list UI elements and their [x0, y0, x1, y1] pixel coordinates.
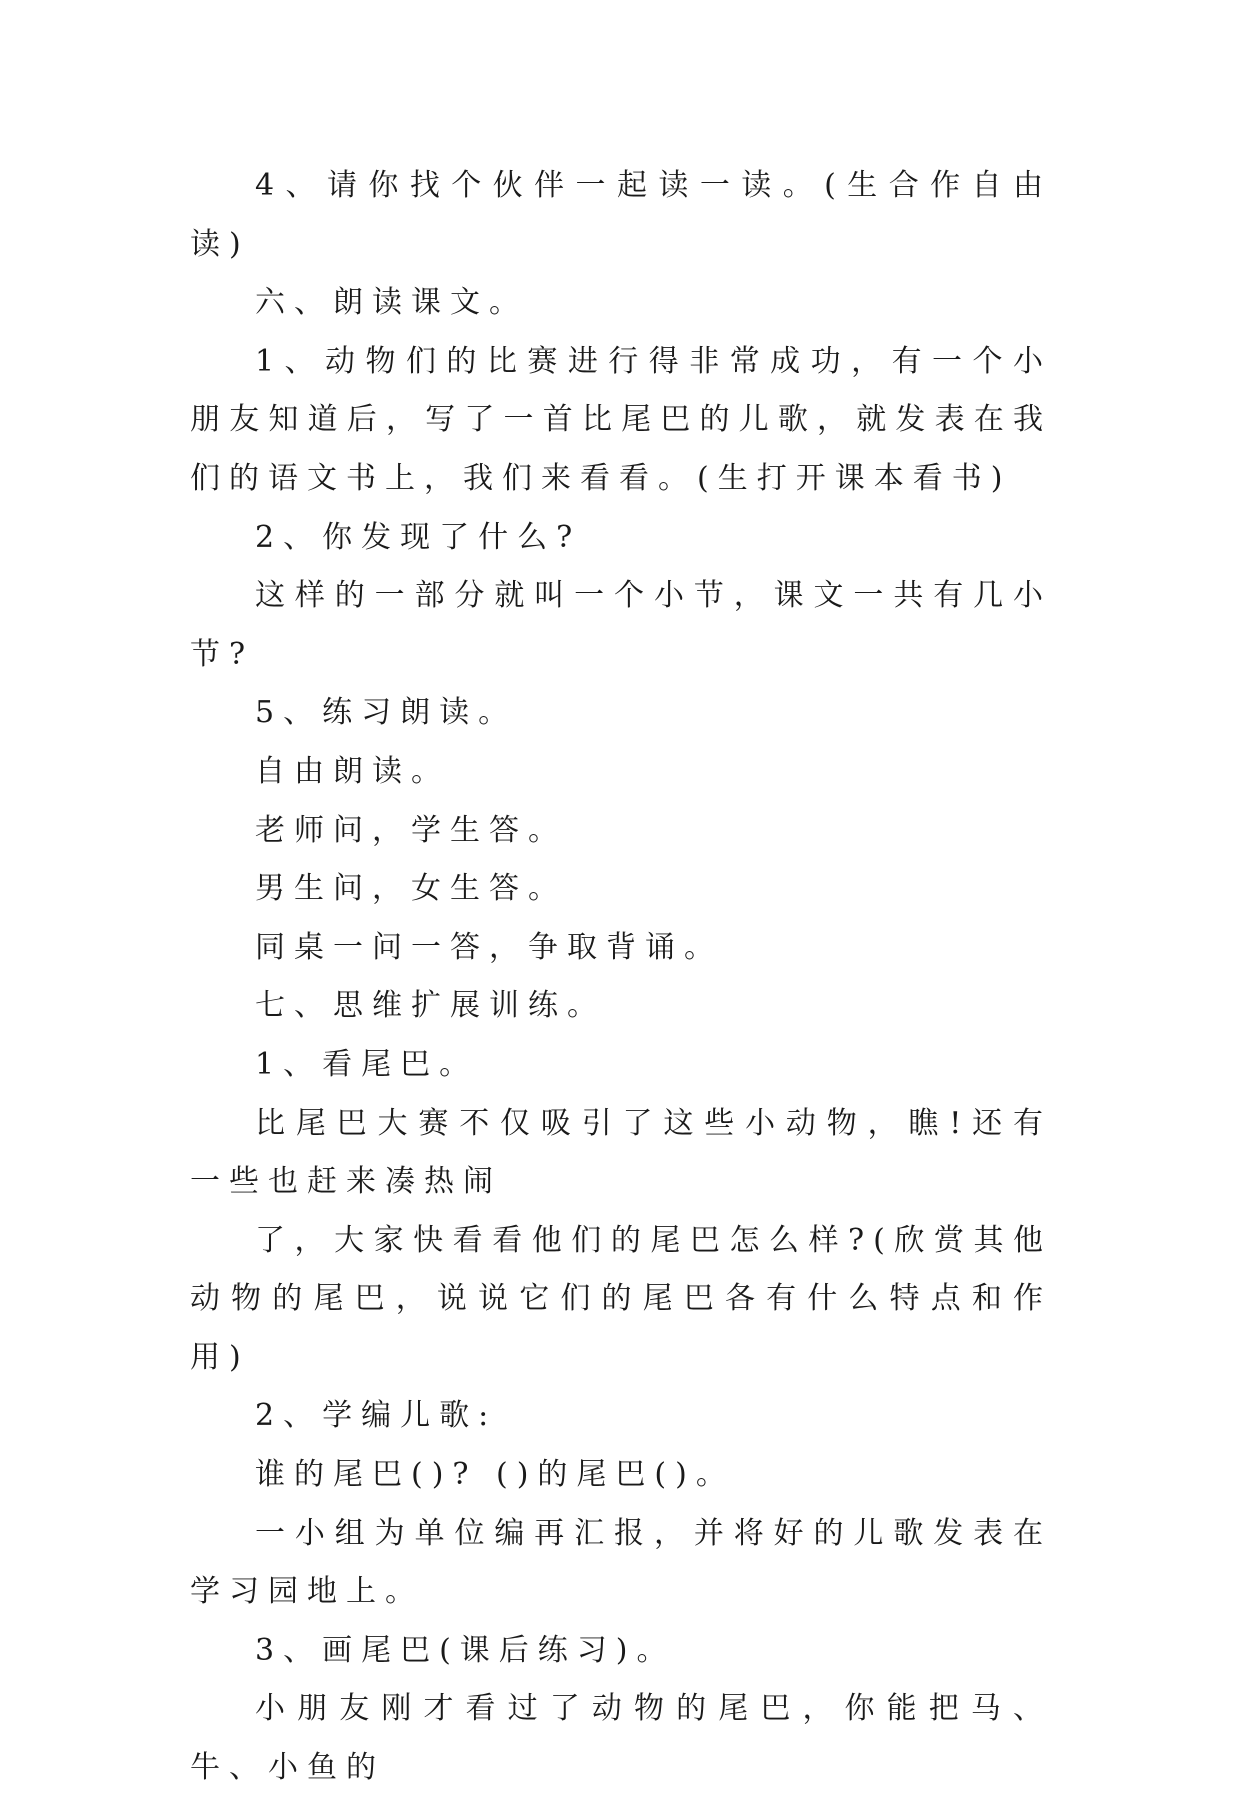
- paragraph-14: 了，大家快看看他们的尾巴怎么样?(欣赏其他动物的尾巴，说说它们的尾巴各有什么特点和作用): [190, 1222, 1052, 1375]
- paragraph-7: 自由朗读。: [255, 753, 450, 789]
- paragraph-11: 七、思维扩展训练。: [255, 988, 606, 1024]
- paragraph-2: 六、朗读课文。: [255, 285, 528, 321]
- paragraph-8: 老师问，学生答。: [255, 812, 567, 848]
- paragraph-4: 2、你发现了什么?: [255, 519, 582, 555]
- paragraph-18: 3、画尾巴(课后练习)。: [255, 1632, 676, 1668]
- paragraph-1: 4、请你找个伙伴一起读一读。(生合作自由读): [190, 168, 1052, 262]
- paragraph-5: 这样的一部分就叫一个小节，课文一共有几小节?: [190, 578, 1052, 672]
- paragraph-15: 2、学编儿歌:: [255, 1398, 498, 1434]
- paragraph-9: 男生问，女生答。: [255, 871, 567, 907]
- paragraph-19: 小朋友刚才看过了动物的尾巴，你能把马、牛、小鱼的: [190, 1691, 1052, 1786]
- paragraph-10: 同桌一问一答，争取背诵。: [255, 929, 723, 965]
- paragraph-6: 5、练习朗读。: [255, 695, 518, 731]
- paragraph-12: 1、看尾巴。: [255, 1046, 479, 1082]
- paragraph-16: 谁的尾巴()? ()的尾巴()。: [255, 1457, 735, 1493]
- paragraph-13: 比尾巴大赛不仅吸引了这些小动物，瞧!还有一些也赶来凑热闹: [190, 1105, 1052, 1200]
- paragraph-17: 一小组为单位编再汇报，并将好的儿歌发表在学习园地上。: [190, 1515, 1052, 1610]
- paragraph-3: 1、动物们的比赛进行得非常成功，有一个小朋友知道后，写了一首比尾巴的儿歌，就发表在我们的语文书上，我们来看看。(生打开课本看书): [190, 343, 1052, 496]
- document-body: [190, 157, 1052, 1798]
